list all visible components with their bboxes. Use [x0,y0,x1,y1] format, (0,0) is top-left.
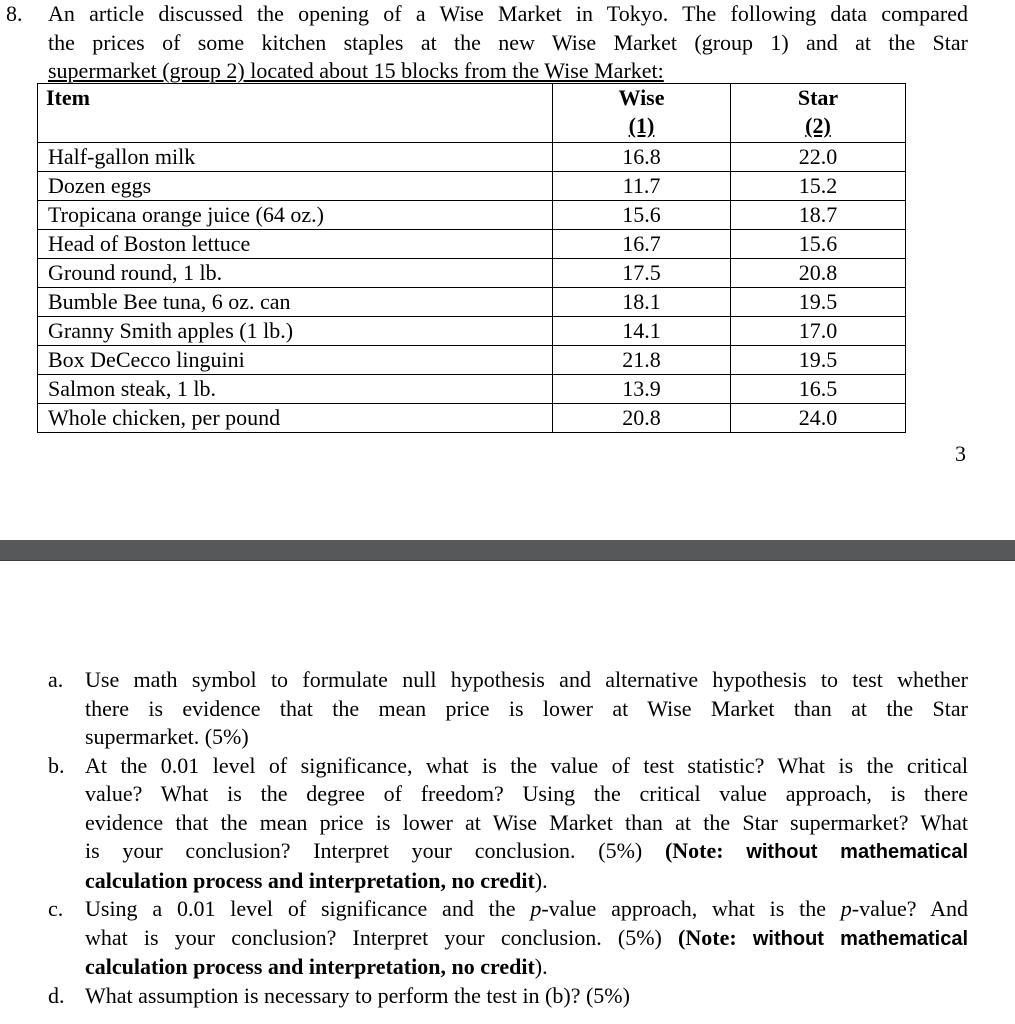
cell-wise: 18.1 [553,288,731,317]
part-d-line-1: What assumption is necessary to perform the test in (b)? (5%) [85,982,630,1008]
part-b-note-close: ). [534,867,548,893]
cell-star: 18.7 [731,201,906,230]
cell-star: 24.0 [731,404,906,433]
cell-item: Granny Smith apples (1 lb.) [38,317,553,346]
table-header-row [38,84,906,143]
part-c-note-close: ). [534,954,548,979]
header-wise-group: (1) [628,113,655,138]
table-row [38,143,906,172]
question-text-line-3-underlined: supermarket (group 2) located about 15 blocks from the Wise Market: [48,58,664,83]
part-b-line-4-text: is your conclusion? Interpret your conclusion. (5%) [85,838,643,863]
table-row [38,346,906,375]
cell-star: 15.6 [731,230,906,259]
part-b [48,752,968,896]
cell-star: 19.5 [731,288,906,317]
part-a-line-3: supermarket. (5%) [85,724,249,749]
part-b-line-3: evidence that the mean price is lower at Wise Market than at the Star supermarket? What [85,809,968,835]
cell-wise: 16.7 [553,230,731,259]
part-c-line-2-text: what is your conclusion? Interpret your conclusion. (5%) [85,924,662,950]
part-c-note-open: (Note: [678,924,737,950]
cell-star: 22.0 [731,143,906,172]
cell-star: 20.8 [731,259,906,288]
part-b-note-end: calculation process and interpretation, no credit [85,867,535,893]
cell-item: Dozen eggs [38,172,553,201]
cell-wise: 20.8 [553,404,731,433]
cell-wise: 21.8 [553,346,731,375]
part-c-line-2 [85,924,968,954]
cell-item: Half-gallon milk [38,143,553,172]
cell-star: 19.5 [731,346,906,375]
cell-item: Bumble Bee tuna, 6 oz. can [38,288,553,317]
question-parts [48,666,968,1010]
part-c-line-1-c: -value? And [851,896,969,921]
table-row [38,230,906,259]
part-d-label: d. [48,982,65,1008]
cell-star: 16.5 [731,375,906,404]
cell-wise: 17.5 [553,259,731,288]
part-a-label: a. [48,667,64,692]
header-star-group: (2) [805,113,831,138]
table-row [38,201,906,230]
part-b-note-open: (Note: [664,838,724,863]
part-c [48,895,968,982]
part-a-line-1: Use math symbol to formulate null hypothesis and alternative hypothesis to test whether [85,667,968,692]
cell-item: Salmon steak, 1 lb. [38,375,553,404]
part-b-text [85,752,968,896]
part-a-text [85,666,968,752]
part-b-line-5 [85,867,968,896]
header-star-name: Star [797,85,839,110]
page-number: 3 [955,441,966,466]
header-wise [553,84,731,143]
part-c-note-sans: without mathematical [752,927,968,950]
cell-item: Head of Boston lettuce [38,230,553,259]
question-text-line-3 [48,57,664,86]
part-a [48,666,968,752]
part-c-line-1-b: -value approach, what is the [541,896,841,921]
question-number: 8. [6,1,23,26]
cell-star: 17.0 [731,317,906,346]
cell-wise: 15.6 [553,201,731,230]
table-row [38,288,906,317]
header-star [731,84,906,143]
part-c-text [85,895,968,982]
part-b-label: b. [48,752,65,778]
part-b-note-sans: without mathematical [746,841,969,863]
part-c-note-end: calculation process and interpretation, no credit [85,954,535,979]
part-b-line-2: value? What is the degree of freedom? Using the critical value approach, is there [85,781,968,806]
part-c-line-3 [85,953,968,982]
question-text-line-2: the prices of some kitchen staples at the new Wise Market (group 1) and at the Star [48,29,968,55]
cell-item: Ground round, 1 lb. [38,259,553,288]
part-c-line-1 [85,895,968,924]
table-row [38,172,906,201]
question-text-line-1: An article discussed the opening of a Wise Market in Tokyo. The following data compared [48,1,968,26]
part-c-line-1-a: Using a 0.01 level of significance and the [85,896,531,921]
table-row [38,317,906,346]
part-c-p-symbol-2: p [840,896,852,921]
header-item: Item [38,84,553,143]
table-row [38,259,906,288]
cell-item: Box DeCecco linguini [38,346,553,375]
header-wise-name: Wise [618,85,665,110]
table-row [38,404,906,433]
cell-wise: 14.1 [553,317,731,346]
cell-item: Tropicana orange juice (64 oz.) [38,201,553,230]
price-table [37,83,906,433]
cell-item: Whole chicken, per pound [38,404,553,433]
cell-wise: 16.8 [553,143,731,172]
cell-wise: 11.7 [553,172,731,201]
part-d-text [85,982,968,1011]
table-row [38,375,906,404]
part-c-p-symbol-1: p [530,896,542,921]
part-a-line-2: there is evidence that the mean price is lower at Wise Market than at the Star [85,695,968,721]
page-divider [0,540,1015,561]
part-b-line-4 [85,837,968,867]
cell-star: 15.2 [731,172,906,201]
part-b-line-1: At the 0.01 level of significance, what is the value of test statistic? What is the critical [85,752,968,778]
part-d [48,982,968,1011]
cell-wise: 13.9 [553,375,731,404]
part-c-label: c. [48,896,64,921]
